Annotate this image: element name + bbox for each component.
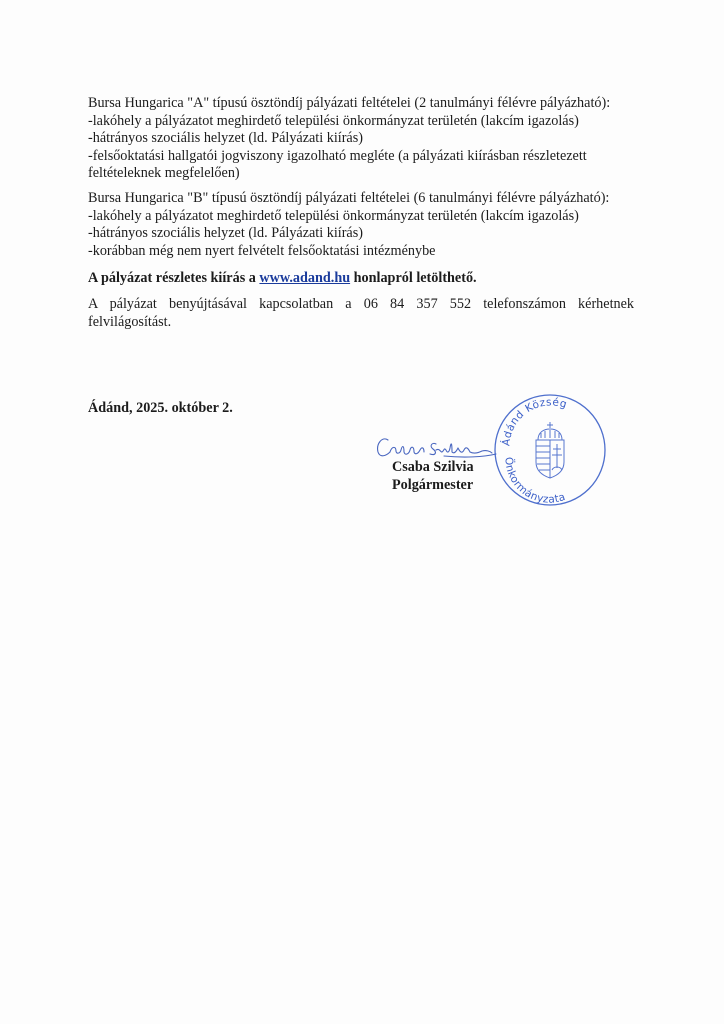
place-and-date: Ádánd, 2025. október 2. xyxy=(88,400,233,416)
signature-stroke-c xyxy=(378,439,390,456)
download-notice-suffix: honlapról letölthető. xyxy=(350,270,477,286)
double-cross xyxy=(552,444,562,468)
section-a-item: -hátrányos szociális helyzet (ld. Pályázati kiírás) xyxy=(88,130,363,146)
hill xyxy=(552,467,562,470)
section-b-heading: Bursa Hungarica "B" típusú ösztöndíj pályázati feltételei (6 tanulmányi félévre pályázható): xyxy=(88,190,610,206)
section-b-item: -korábban még nem nyert felvételt felsőoktatási intézménybe xyxy=(88,242,436,259)
contact-paragraph xyxy=(88,296,634,331)
coat-of-arms-icon xyxy=(536,422,564,478)
section-b-item: -hátrányos szociális helyzet (ld. Pályázati kiírás) xyxy=(88,225,363,241)
handwritten-signature xyxy=(374,432,504,462)
signature-stroke-saba xyxy=(390,447,424,455)
section-a-item: feltételeknek megfelelően) xyxy=(88,165,240,181)
download-notice xyxy=(88,270,634,288)
crown-cross xyxy=(547,422,553,428)
contact-line-2: felvilágosítást. xyxy=(88,313,172,330)
section-b-item: -lakóhely a pályázatot meghirdető települési önkormányzat területén (lakcím igazolás) xyxy=(88,207,579,224)
website-link[interactable]: www.adand.hu xyxy=(259,270,351,286)
signature-underline xyxy=(444,454,496,457)
section-a-item: -felsőoktatási hallgatói jogviszony igazolható megléte (a pályázati kiírásban részletezett xyxy=(88,147,587,164)
signature-stroke-zilva xyxy=(436,444,492,453)
contact-line-1: A pályázat benyújtásával kapcsolatban a 06 84 357 552 telefonszámon kérhetnek xyxy=(88,296,634,312)
stamp-bottom-text: Önkormányzata xyxy=(502,456,567,506)
official-stamp xyxy=(492,392,608,508)
stamp-top-text: Ádánd Község xyxy=(500,396,569,447)
section-b-conditions xyxy=(88,190,634,260)
download-notice-prefix: A pályázat részletes kiírás a xyxy=(88,270,260,286)
section-a-heading: Bursa Hungarica "A" típusú ösztöndíj pályázati feltételei (2 tanulmányi félévre pályázható): xyxy=(88,95,611,111)
section-a-item: -lakóhely a pályázatot meghirdető települési önkormányzat területén (lakcím igazolás) xyxy=(88,112,579,129)
signature-stroke-s xyxy=(430,443,436,454)
signer-title: Polgármester xyxy=(392,477,474,493)
section-a-conditions xyxy=(88,95,634,183)
signer-name: Csaba Szilvia xyxy=(392,459,474,475)
shield-stripes xyxy=(536,446,550,470)
